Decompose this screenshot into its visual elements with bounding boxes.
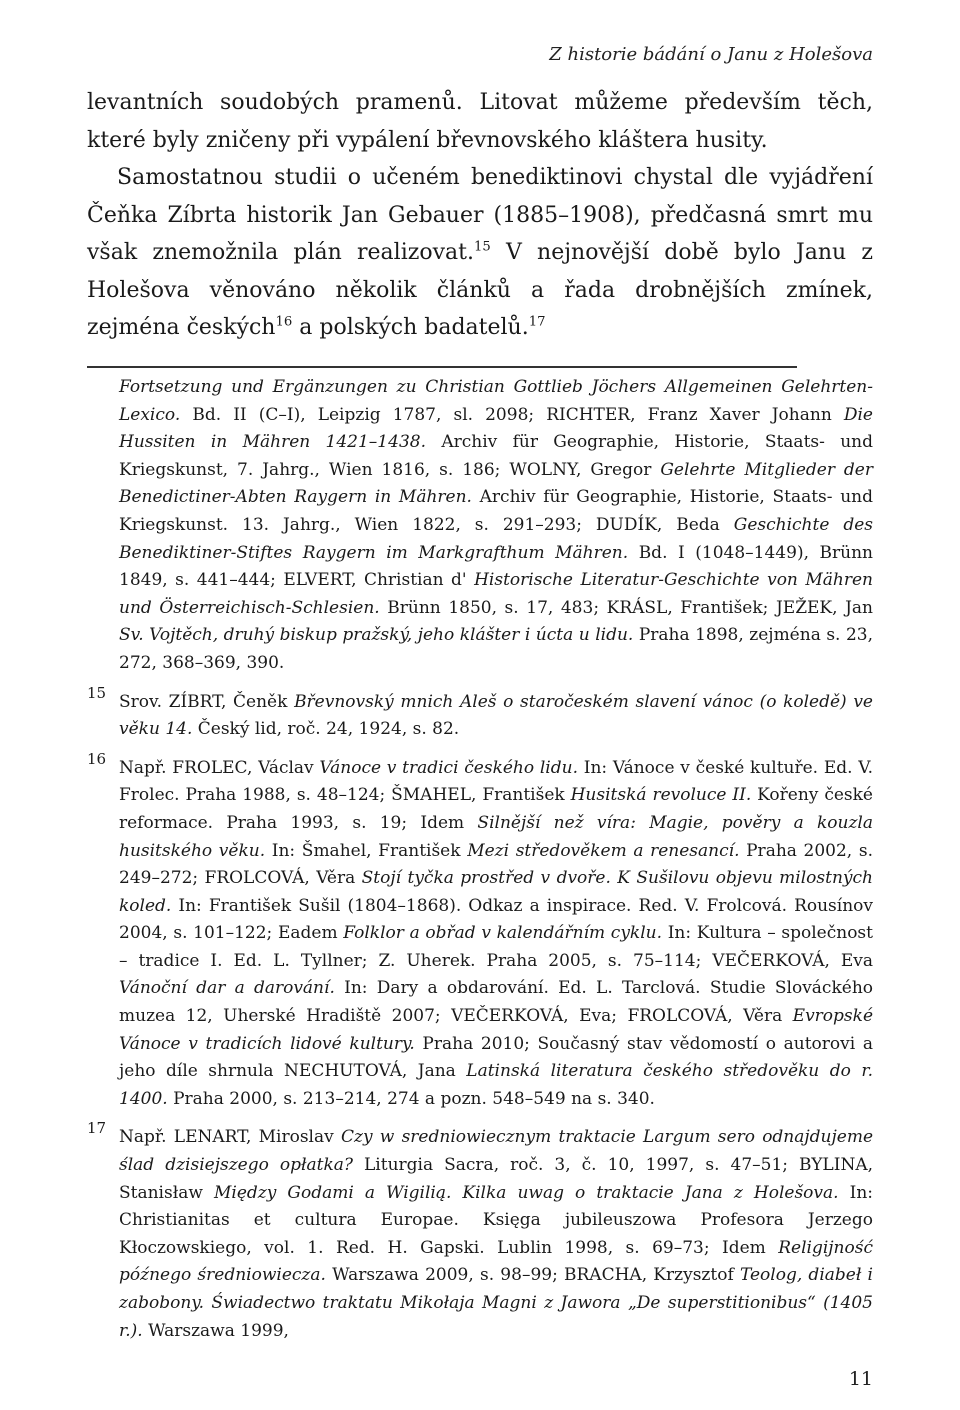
paragraph-2	[87, 159, 873, 347]
footnote-14-title: Sv. Vojtěch, druhý biskup pražský, jeho klášter i úcta u lidu.	[119, 625, 634, 646]
footnote-ref-15: 15	[473, 239, 491, 255]
footnote-14-text: Archiv für Geographie, Historie, Staats- und Kriegskunst, 7. Jahrg., Wien 1816, s. 186; WOLNY, Gregor	[119, 432, 873, 480]
footnote-16-text: In: Šmahel, František	[265, 840, 468, 861]
footnote-16-title: Evropské Vánoce v tradicích lidové kultury.	[119, 1006, 873, 1054]
footnote-number: 16	[87, 749, 107, 768]
footnote-separator	[87, 366, 797, 368]
footnote-14-title: Geschichte des Benediktiner-Stiftes Raygern im Markgrafthum Mähren.	[119, 514, 873, 563]
paragraph-2-text-a: Samostatnou studii o učeném benediktinovi chystal dle vyjádření Čeňka Zíbrta historik Jan Gebauer (1885–1908), předčasná smrt mu však znemožnila plán realizovat.	[87, 165, 873, 265]
footnote-16-title: Silnější než víra: Magie, pověry a kouzla husitského věku.	[119, 812, 873, 861]
footnote-14-text: Bd. II (C–I), Leipzig 1787, sl. 2098; RICHTER, Franz Xaver Johann	[180, 404, 844, 425]
footnote-14-title: Fortsetzung und Ergänzungen zu Christian Gottlieb Jöchers Allgemeinen Gelehrten-Lexico.	[119, 377, 873, 425]
footnote-number: 15	[87, 683, 107, 702]
footnote-16	[87, 749, 873, 1114]
footnote-14-text: Archiv für Geographie, Historie, Staats- und Kriegskunst. 13. Jahrg., Wien 1822, s. 291–293; DUDÍK, Beda	[119, 487, 873, 535]
footnote-17-text: In: Christianitas et cultura Europae. Księga jubileuszowa Profesora Jerzego Kłoczowskiego, vol. 1. Red. H. Gapski. Lublin 1998, s. 69–73; Idem	[119, 1182, 873, 1258]
footnote-17-text: Např. LENART, Miroslav	[119, 1127, 341, 1148]
footnote-16-text: In: Dary a obdarování. Ed. L. Tarclová. Studie Slováckého muzea 12, Uherské Hradiště 2007; VEČERKOVÁ, Eva; FROLCOVÁ, Věra	[119, 978, 873, 1027]
footnote-16-text: Kořeny české reformace. Praha 1993, s. 19; Idem	[119, 785, 873, 833]
footnote-17-title: Między Godami a Wigilią. Kilka uwag o traktacie Jana z Holešova.	[213, 1182, 839, 1203]
footnote-16-title: Latinská literatura českého středověku do r. 1400.	[119, 1061, 873, 1109]
paragraph-1: levantních soudobých pramenů. Litovat můžeme především těch, které byly zničeny při vypálení břevnovského kláštera husity.	[87, 90, 873, 153]
footnote-number: 17	[87, 1119, 107, 1138]
footnote-14-text: Brünn 1850, s. 17, 483; KRÁSL, František; JEŽEK, Jan	[379, 597, 873, 618]
footnote-continuation	[119, 374, 873, 678]
footnote-15	[87, 683, 873, 744]
footnote-ref-17: 17	[528, 314, 546, 330]
footnote-16-title: Stojí tyčka prostřed v dvoře. K Sušilovu objevu milostných koled.	[119, 868, 873, 916]
footnote-16-text: Praha 2002, s. 249–272; FROLCOVÁ, Věra	[119, 840, 873, 889]
footnote-14-text: Praha 1898, zejména s. 23, 272, 368–369, 390.	[119, 625, 874, 673]
footnotes	[87, 374, 873, 1345]
footnote-16-text: Praha 2010; Současný stav vědomostí o autorovi a jeho díle shrnula NECHUTOVÁ, Jana	[119, 1033, 873, 1082]
footnote-14-title: Die Hussiten in Mähren 1421–1438.	[119, 404, 873, 453]
footnote-17	[87, 1119, 874, 1345]
footnote-16-text: In: Vánoce v české kultuře. Ed. V. Frolec. Praha 1988, s. 48–124; ŠMAHEL, František	[119, 757, 873, 806]
page-number: 11	[848, 1368, 873, 1390]
footnote-14-text: Bd. I (1048–1449), Brünn 1849, s. 441–444; ELVERT, Christian d'	[119, 542, 873, 591]
footnote-15-text: Český lid, roč. 24, 1924, s. 82.	[192, 719, 460, 740]
footnote-14-title: Gelehrte Mitglieder der Benedictiner-Abten Raygern in Mähren.	[119, 459, 873, 508]
footnote-16-title: Vánoční dar a darování.	[119, 978, 335, 999]
footnote-17-text: Liturgia Sacra, roč. 3, č. 10, 1997, s. 47–51; BYLINA, Stanisław	[119, 1155, 873, 1203]
paragraph-2-text-c: a polských badatelů.	[292, 315, 529, 340]
footnote-15-text: Srov. ZÍBRT, Čeněk	[119, 691, 295, 712]
footnote-15-title: Břevnovský mnich Aleš o staročeském slavení vánoc (o koledě) ve věku 14.	[119, 691, 873, 740]
paragraph-2-text-b: V nejnovější době bylo Janu z Holešova věnováno několik článků a řada drobnějších zmínek, zejména českých	[87, 240, 873, 340]
footnote-ref-16: 16	[275, 314, 293, 330]
footnote-17-text: Warszawa 1999,	[142, 1320, 289, 1341]
footnote-16-title: Vánoce v tradici českého lidu.	[319, 757, 578, 778]
footnote-16-title: Husitská revoluce II.	[570, 785, 752, 806]
footnote-16-text: Např. FROLEC, Václav	[119, 757, 320, 778]
footnote-16-text: In: František Sušil (1804–1868). Odkaz a inspirace. Red. V. Frolcová. Rousínov 2004, s. 101–122; Eadem	[119, 895, 873, 944]
footnote-14-title: Historische Literatur-Geschichte von Mähren und Österreichisch-Schlesien.	[119, 570, 873, 618]
main-text	[87, 84, 873, 347]
footnote-16-text: In: Kultura – společnost – tradice I. Ed. L. Tyllner; Z. Uherek. Praha 2005, s. 75–114; VEČERKOVÁ, Eva	[119, 923, 873, 971]
footnote-17-title: Religijność późnego średniowiecza.	[119, 1237, 873, 1286]
footnote-16-title: Mezi středověkem a renesancí.	[467, 840, 740, 861]
footnote-16-text: Praha 2000, s. 213–214, 274 a pozn. 548–549 na s. 340.	[167, 1088, 655, 1109]
footnote-17-title: Teolog, diabeł i zabobony. Świadectwo traktatu Mikołaja Magni z Jawora „De superstitionibus“ (1405 r.).	[119, 1265, 873, 1341]
footnote-17-text: Warszawa 2009, s. 98–99; BRACHA, Krzysztof	[325, 1265, 740, 1286]
footnote-17-title: Czy w sredniowiecznym traktacie Largum sero odnajdujeme ślad dzisiejszego opłatka?	[119, 1127, 874, 1176]
running-head: Z historie bádání o Janu z Holešova	[549, 44, 873, 65]
footnote-list	[87, 683, 874, 1346]
footnote-16-title: Folklor a obřad v kalendářním cyklu.	[343, 923, 663, 944]
